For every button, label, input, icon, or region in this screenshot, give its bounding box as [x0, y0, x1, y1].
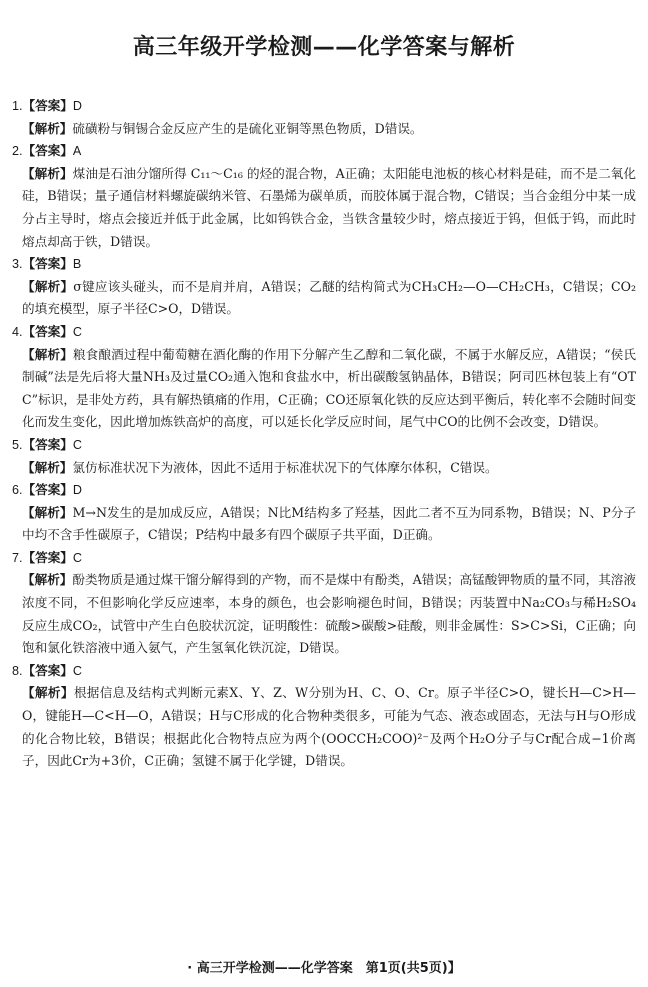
question-4 — [12, 321, 636, 434]
question-number: 4. — [12, 324, 23, 339]
explanation-text: 硫磺粉与铜锡合金反应产生的是硫化亚铜等黑色物质，D错误。 — [72, 120, 423, 136]
explanation-tag: 【解析】 — [22, 685, 74, 701]
answer-value: D — [72, 99, 82, 113]
answer-value: C — [72, 324, 82, 339]
explanation — [22, 344, 636, 434]
answer-tag: 【答案】 — [22, 98, 73, 113]
explanation-tag: 【解析】 — [22, 572, 73, 588]
question-6 — [12, 479, 636, 547]
explanation-tag: 【解析】 — [22, 120, 73, 136]
answer-line — [12, 140, 636, 163]
explanation — [22, 118, 636, 141]
page-footer: · 高三开学检测——化学答案 第1页(共5页)】 — [187, 961, 461, 976]
explanation-text: 粮食酿酒过程中葡萄糖在酒化酶的作用下分解产生乙醇和二氧化碳，不属于水解反应，A错误；“侯氏制碱”法是先后将大量NH₃及过量CO₂通入饱和食盐水中，析出碳酸氢钠晶体，B错误；阿司匹林包装上有“OTC”标识，是非处方药，具有解热镇痛的作用，C正确；CO还原氧化铁的反应达到平衡后，转化率不会随时间变化而发生变化，因此增加炼铁高炉的高度，可以延长化学反应时间，尾气中CO的比例不会改变，D错误。 — [22, 346, 636, 430]
explanation-text: 氯仿标准状况下为液体，因此不适用于标准状况下的气体摩尔体积，C错误。 — [72, 459, 498, 475]
answer-value: A — [72, 144, 82, 159]
explanation — [22, 163, 636, 253]
answer-value: C — [72, 550, 82, 565]
question-1 — [12, 95, 636, 140]
answer-line — [12, 660, 636, 683]
question-number: 8. — [12, 663, 23, 678]
question-number: 1. — [12, 99, 23, 113]
answer-line — [12, 547, 636, 570]
question-number: 5. — [12, 437, 23, 452]
explanation-tag: 【解析】 — [22, 346, 73, 362]
question-number: 3. — [12, 257, 23, 272]
answer-tag: 【答案】 — [22, 549, 73, 565]
answer-line — [12, 95, 636, 118]
explanation-tag: 【解析】 — [22, 459, 73, 475]
answer-tag: 【答案】 — [22, 436, 73, 452]
explanation — [22, 682, 636, 772]
question-number: 7. — [12, 550, 23, 565]
answer-line — [12, 253, 636, 276]
explanation — [22, 457, 636, 480]
answer-value: B — [72, 257, 82, 272]
question-2 — [12, 140, 636, 253]
answer-tag: 【答案】 — [22, 143, 73, 159]
explanation — [22, 276, 636, 321]
page-title: 高三年级开学检测——化学答案与解析 — [132, 35, 516, 60]
explanation — [22, 569, 636, 659]
explanation — [22, 502, 636, 547]
answer-line — [12, 434, 636, 457]
explanation-tag: 【解析】 — [22, 278, 74, 294]
explanation-text: 煤油是石油分馏所得 C₁₁～C₁₆ 的烃的混合物，A正确；太阳能电池板的核心材料是硅，而不是二氧化硅，B错误；量子通信材料螺旋碳纳米管、石墨烯为碳单质，而胶体属于混合物，C错误；当合金组分中某一成分占主导时，熔点会接近并低于此金属，比如钨铁合金，当铁含量较少时，熔点接近于钨，但低于钨，而此时熔点却高于铁，D错误。 — [22, 165, 636, 249]
question-5 — [12, 434, 636, 479]
question-3 — [12, 253, 636, 321]
answer-value: C — [72, 663, 82, 678]
explanation-tag: 【解析】 — [22, 165, 73, 181]
answer-tag: 【答案】 — [22, 256, 73, 272]
answer-value: C — [72, 437, 82, 452]
explanation-text: σ键应该头碰头，而不是肩并肩，A错误；乙醚的结构简式为CH₃CH₂—O—CH₂CH₃，C错误；CO₂的填充模型，原子半径C>O，D错误。 — [22, 278, 636, 317]
answer-tag: 【答案】 — [22, 323, 73, 339]
question-number: 2. — [12, 144, 23, 159]
answer-line — [12, 479, 636, 502]
explanation-text: M→N发生的是加成反应，A错误；N比M结构多了羟基，因此二者不互为同系物，B错误；N、P分子中均不含手性碳原子，C错误；P结构中最多有四个碳原子共平面，D正确。 — [22, 504, 637, 543]
explanation-tag: 【解析】 — [22, 504, 73, 520]
answer-line — [12, 321, 636, 344]
answer-tag: 【答案】 — [22, 662, 73, 678]
question-number: 6. — [12, 483, 23, 498]
answer-value: D — [72, 483, 82, 498]
answer-list — [12, 95, 636, 773]
explanation-text: 酚类物质是通过煤干馏分解得到的产物，而不是煤中有酚类，A错误；高锰酸钾物质的量不同，其溶液浓度不同，不但影响化学反应速率，本身的颜色，也会影响褪色时间，B错误；丙装置中Na₂CO₃与稀H₂SO₄反应生成CO₂，试管中产生白色胶状沉淀，证明酸性：硫酸>碳酸>硅酸，则非金属性：S>C>Si，C正确；向饱和氯化铁溶液中通入氨气，产生氢氧化铁沉淀，D错误。 — [22, 572, 636, 656]
explanation-text: 根据信息及结构式判断元素X、Y、Z、W分别为H、C、O、Cr。原子半径C>O，键长H—C>H—O，键能H—C<H—O，A错误；H与C形成的化合物种类很多，可能为气态、液态或固态，无法与H与O形成的化合物比较，B错误；根据此化合物特点应为两个(OOCCH₂COO)²⁻及两个H₂O分子与Cr配合成−1价离子，因此Cr为+3价，C正确；氢键不属于化学键，D错误。 — [22, 685, 637, 769]
question-8 — [12, 660, 636, 773]
answer-tag: 【答案】 — [22, 482, 73, 498]
question-7 — [12, 547, 636, 660]
